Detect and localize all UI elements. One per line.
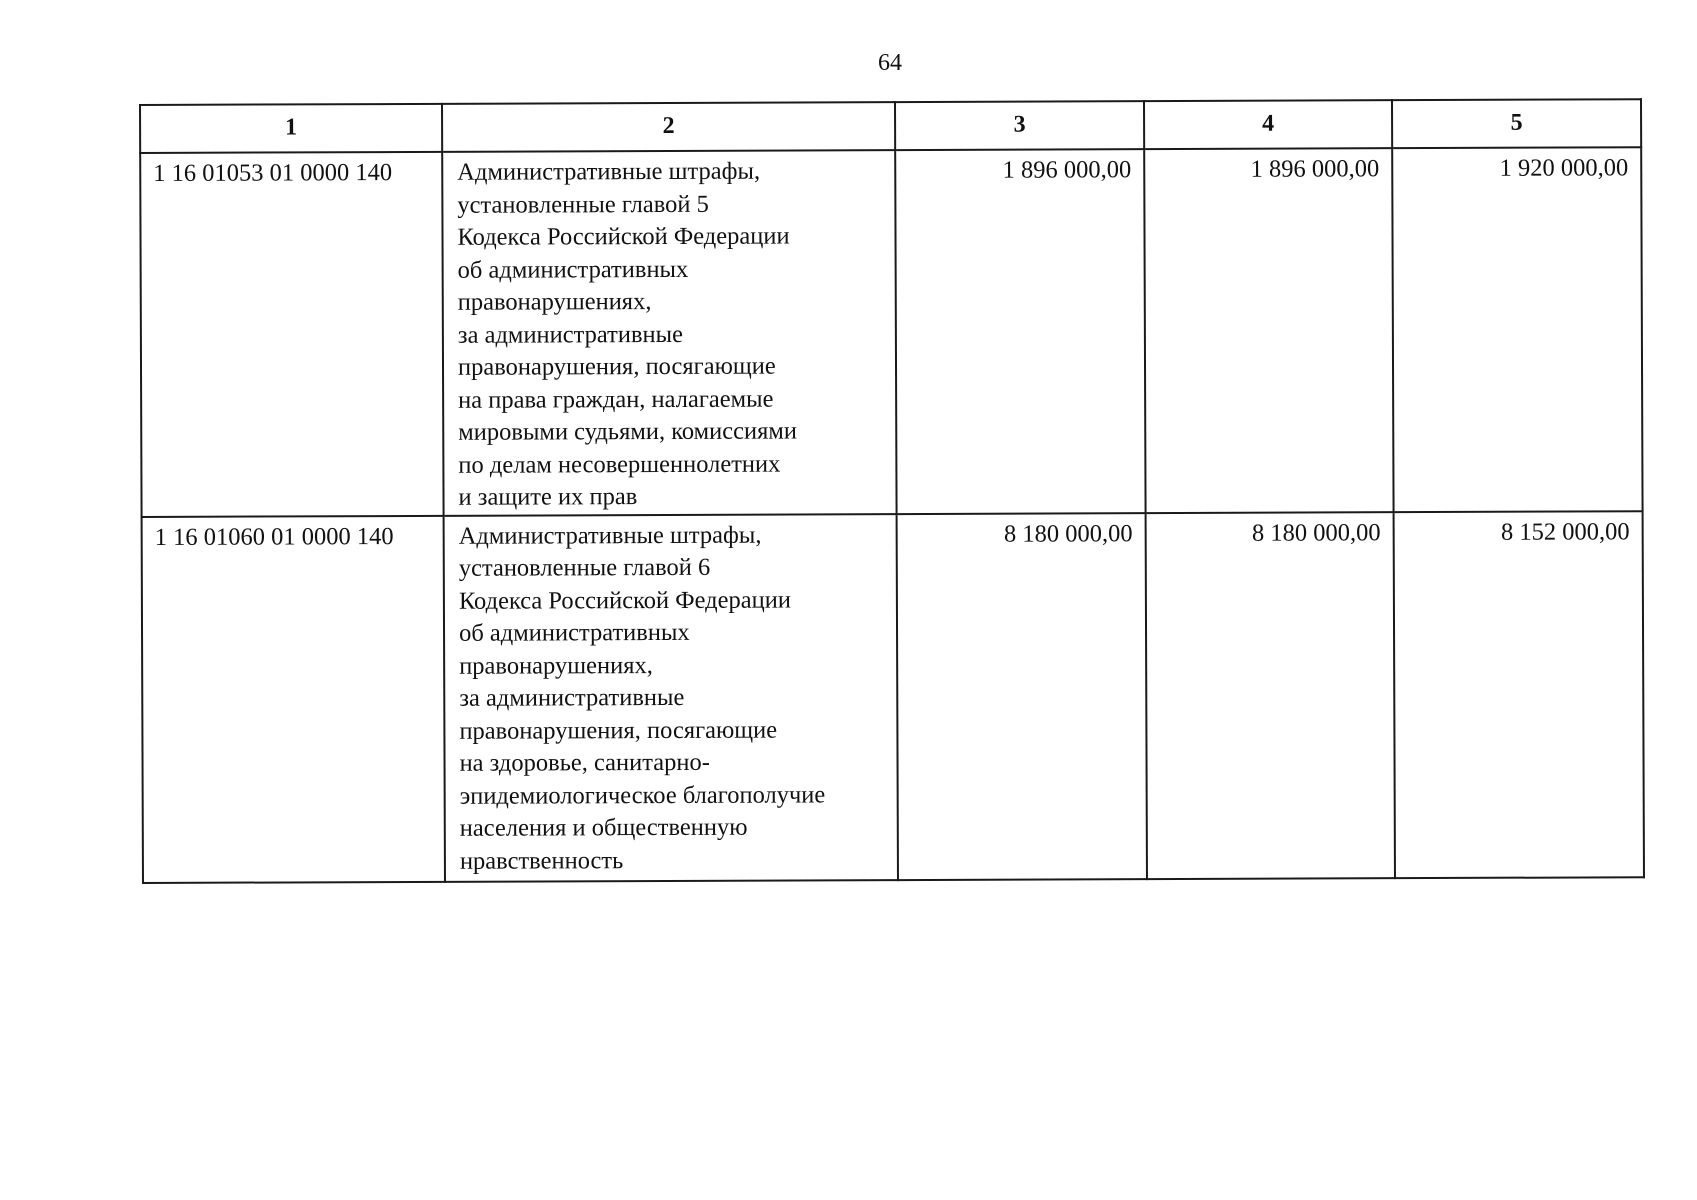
name-line: Административные штрафы, [458,521,762,550]
name-line: на здоровье, санитарно- [459,748,710,777]
name-line: установленные главой 6 [458,553,711,582]
revenue-code-cell: 1 16 01060 01 0000 140 [142,515,445,882]
column-header-2: 2 [442,102,895,152]
amount-col4-cell: 8 180 000,00 [1146,512,1395,879]
column-header-4: 4 [1144,100,1392,149]
name-line: установленные главой 5 [457,190,709,219]
name-line: правонарушения, посягающие [457,352,776,381]
revenue-name-cell [442,150,896,515]
name-line: населения и общественную [459,813,748,842]
name-line: правонарушения, посягающие [459,716,778,745]
amount-col5-cell: 1 920 000,00 [1392,147,1642,511]
amount-col4-cell: 1 896 000,00 [1144,148,1393,512]
name-line: и защите их прав [458,483,638,511]
name-line: по делам несовершеннолетних [458,450,781,479]
name-line: Кодекса Российской Федерации [458,586,792,615]
revenue-code-cell: 1 16 01053 01 0000 140 [140,152,443,517]
column-header-3: 3 [895,101,1144,150]
name-line: правонарушениях, [459,651,653,680]
name-line: за административные [459,683,685,712]
name-line: нравственность [459,846,624,875]
table-row [142,511,1644,883]
name-line: правонарушениях, [457,288,652,316]
table-header-row [140,99,1641,153]
name-line: об административных [457,255,689,284]
amount-col5-cell: 8 152 000,00 [1394,511,1644,878]
column-header-1: 1 [140,104,442,153]
name-line: мировыми судьями, комиссиями [458,417,798,446]
name-line: Кодекса Российской Федерации [457,222,790,251]
name-line: об административных [458,618,690,647]
revenue-table [139,98,1645,883]
name-line: на права граждан, налагаемые [458,385,774,414]
table-row [140,147,1642,516]
name-line: Административные штрафы, [457,157,761,186]
amount-col3-cell: 1 896 000,00 [895,149,1145,513]
name-line: эпидемиологическое благополучие [459,780,826,810]
page-number: 64 [878,50,902,76]
amount-col3-cell: 8 180 000,00 [897,513,1147,880]
name-line: за административные [457,320,684,349]
revenue-name-cell [444,514,898,882]
column-header-5: 5 [1392,99,1641,148]
